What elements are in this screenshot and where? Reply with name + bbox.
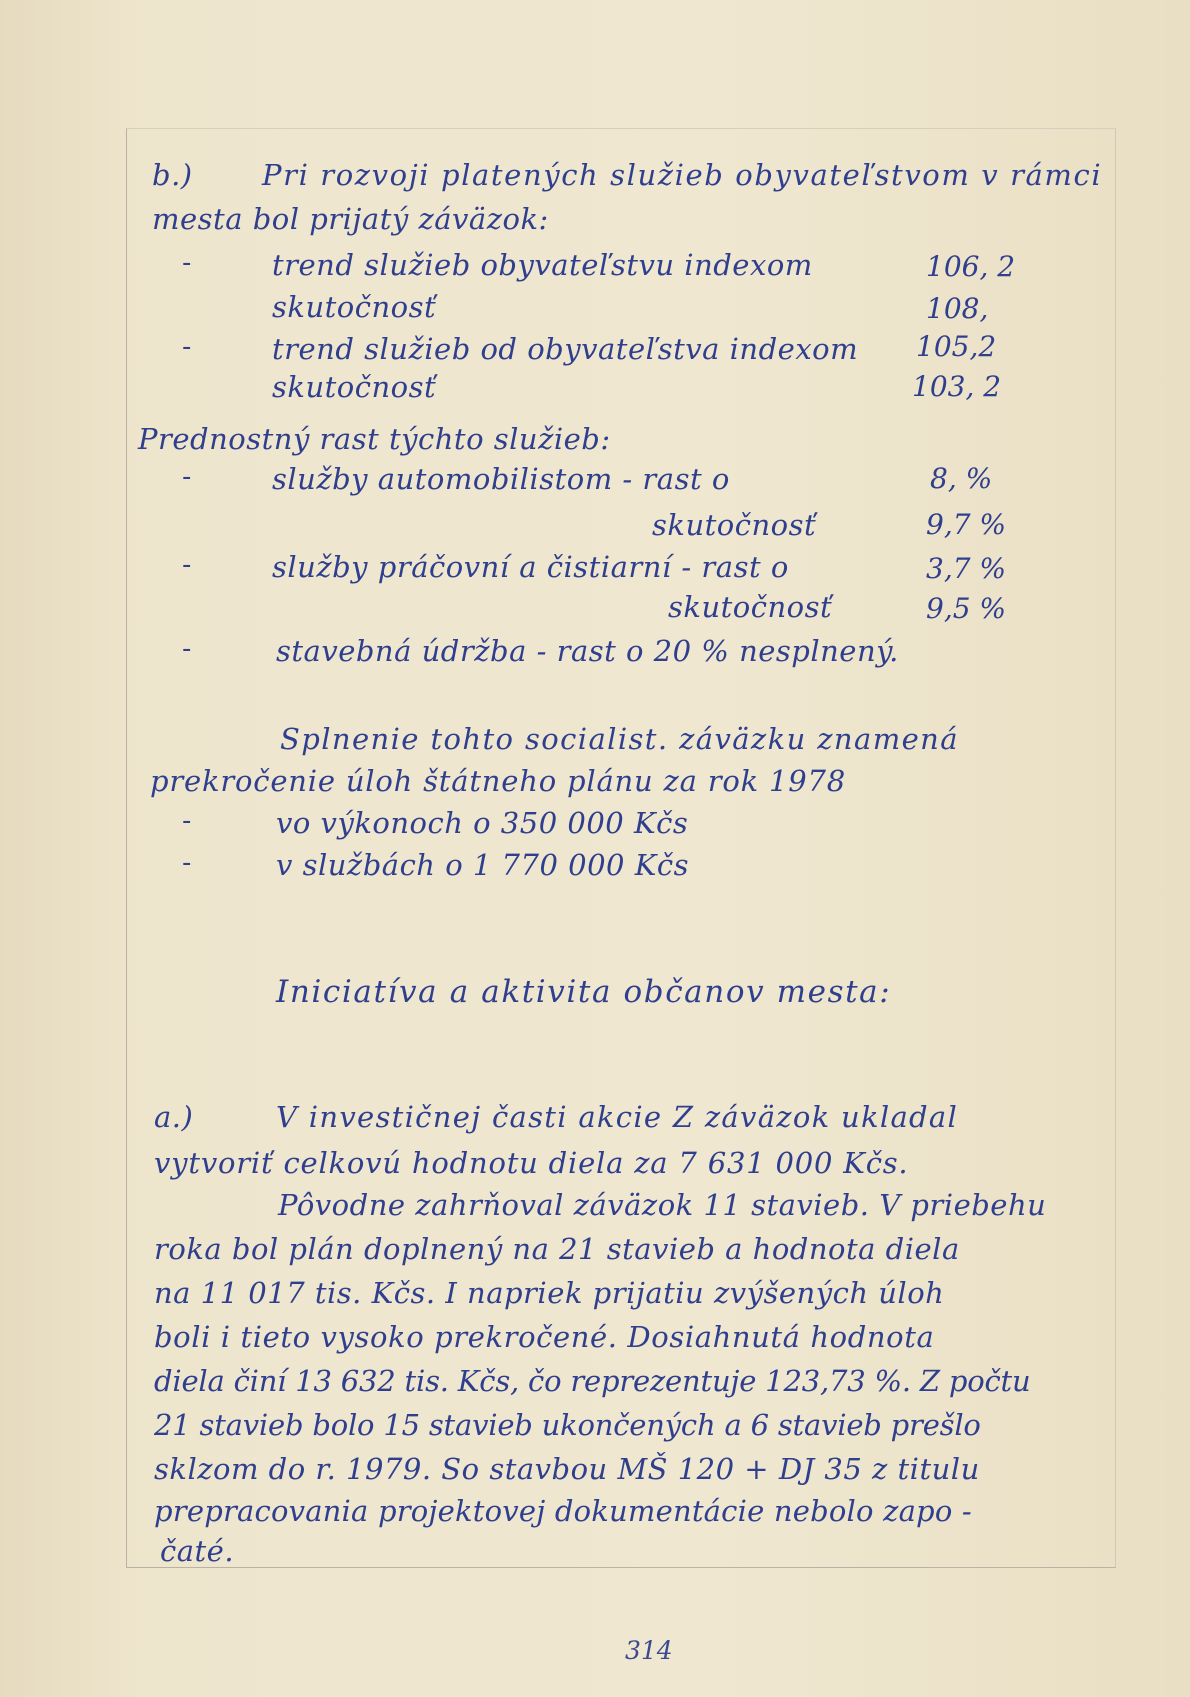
section-a-line: čaté.: [160, 1534, 235, 1568]
item-text: skutočnosť: [272, 370, 437, 404]
bullet-dash: -: [182, 848, 192, 878]
bullet-dash: -: [182, 550, 192, 580]
section-a-line: sklzom do r. 1979. So stavbou MŠ 120 + DJ 35 z titulu: [154, 1452, 980, 1486]
service-value: 9,7 %: [926, 508, 1007, 541]
item-value: 103, 2: [912, 370, 1002, 403]
section-a-line: roka bol plán doplnený na 21 stavieb a hodnota diela: [154, 1232, 960, 1266]
section-a-label: a.): [154, 1100, 194, 1134]
bullet-dash: -: [182, 806, 192, 836]
section-b-intro-1: Pri rozvoji platených služieb obyvateľstvom v rámci: [262, 158, 1103, 192]
item-value: 105,2: [916, 330, 997, 363]
section-a-line: boli i tieto vysoko prekročené. Dosiahnutá hodnota: [154, 1320, 935, 1354]
section-a-line: 21 stavieb bolo 15 stavieb ukončených a 6 stavieb prešlo: [154, 1408, 981, 1442]
bullet-dash: -: [182, 332, 192, 362]
section-b-intro-2: mesta bol prijatý záväzok:: [152, 202, 549, 236]
service-text: stavebná údržba - rast o 20 % nesplnený.: [276, 634, 899, 668]
section-a-line: Pôvodne zahrňoval záväzok 11 stavieb. V priebehu: [278, 1188, 1047, 1222]
item-text: trend služieb od obyvateľstva indexom: [272, 332, 859, 366]
service-value: 9,5 %: [926, 592, 1007, 625]
item-value: 106, 2: [926, 250, 1016, 283]
bullet-dash: -: [182, 462, 192, 492]
service-value: 3,7 %: [926, 552, 1007, 585]
fulfilment-line-1: Splnenie tohto socialist. záväzku znamená: [280, 722, 959, 756]
section-heading: Iniciatíva a aktivita občanov mesta:: [276, 974, 892, 1010]
exceed-item: vo výkonoch o 350 000 Kčs: [276, 806, 689, 840]
section-a-line: diela činí 13 632 tis. Kčs, čo reprezentuje 123,73 %. Z počtu: [154, 1364, 1031, 1398]
item-value: 108,: [926, 292, 989, 325]
bullet-dash: -: [182, 634, 192, 664]
service-value: 8, %: [930, 462, 993, 495]
section-a-line: na 11 017 tis. Kčs. I napriek prijatiu zvýšených úloh: [154, 1276, 945, 1310]
service-text: skutočnosť: [652, 508, 817, 542]
service-text: služby automobilistom - rast o: [272, 462, 730, 496]
section-a-line: vytvoriť celkovú hodnotu diela za 7 631 000 Kčs.: [154, 1146, 909, 1180]
exceed-item: v službách o 1 770 000 Kčs: [276, 848, 689, 882]
preferred-services-heading: Prednostný rast týchto služieb:: [138, 422, 611, 456]
fulfilment-line-2: prekročenie úloh štátneho plánu za rok 1978: [150, 764, 847, 798]
bullet-dash: -: [182, 248, 192, 278]
section-a-line: prepracovania projektovej dokumentácie nebolo zapo -: [154, 1494, 972, 1528]
page-number: 314: [625, 1636, 673, 1665]
item-text: trend služieb obyvateľstvu indexom: [272, 248, 813, 282]
service-text: skutočnosť: [668, 590, 833, 624]
section-a-line: V investičnej časti akcie Z záväzok ukladal: [276, 1100, 959, 1134]
section-b-label: b.): [152, 158, 193, 192]
item-text: skutočnosť: [272, 290, 437, 324]
service-text: služby práčovní a čistiarní - rast o: [272, 550, 789, 584]
